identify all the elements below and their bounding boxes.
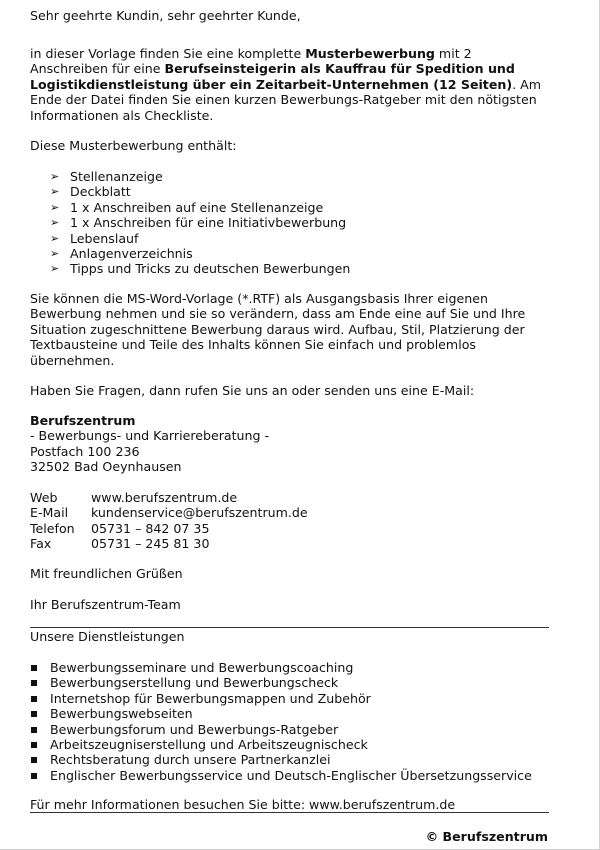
square-bullet-icon bbox=[31, 696, 37, 702]
company-tagline: - Bewerbungs- und Karriereberatung - bbox=[30, 428, 270, 444]
postbox: Postfach 100 236 bbox=[30, 443, 140, 459]
footer-divider bbox=[30, 812, 549, 813]
arrow-bullet-icon: ➢ bbox=[50, 200, 60, 214]
square-bullet-icon bbox=[31, 742, 37, 748]
contact-phone: Telefon 05731 – 842 07 35 bbox=[30, 520, 210, 536]
list-item: Bewerbungswebseiten bbox=[30, 706, 550, 721]
list-item: Arbeitszeugniserstellung und Arbeitszeugnischeck bbox=[30, 737, 550, 752]
signature: Ihr Berufszentrum-Team bbox=[30, 597, 181, 612]
email-link[interactable]: kundenservice@berufszentrum.de bbox=[91, 505, 308, 521]
questions-line: Haben Sie Fragen, dann rufen Sie uns an oder senden uns eine E-Mail: bbox=[30, 383, 475, 398]
arrow-bullet-icon: ➢ bbox=[50, 170, 60, 183]
arrow-bullet-icon: ➢ bbox=[50, 185, 60, 199]
contents-heading: Diese Musterbewerbung enthält: bbox=[30, 138, 237, 153]
list-item: ➢ Deckblatt bbox=[50, 184, 131, 200]
list-item: ➢ 1 x Anschreiben auf eine Stellenanzeige bbox=[50, 199, 324, 215]
arrow-bullet-icon: ➢ bbox=[50, 216, 60, 230]
services-list bbox=[30, 660, 550, 783]
arrow-bullet-icon: ➢ bbox=[50, 247, 60, 261]
list-item: ➢ Tipps und Tricks zu deutschen Bewerbungen bbox=[50, 261, 351, 277]
web-link[interactable]: www.berufszentrum.de bbox=[91, 490, 238, 505]
intro-paragraph: in dieser Vorlage finden Sie eine komplette Musterbewerbung mit 2 Anschreiben für eine Berufseinsteigerin als Kauffrau für Spedition und Logistikdienstleistung über ein Zeitarbeit-Unternehmen (12 Seiten). Am Ende der Datei finden Sie einen kurzen Bewerbungs-Ratgeber mit den nötigsten Informationen als Checkliste. bbox=[30, 46, 541, 123]
salutation: Sehr geehrte Kundin, sehr geehrter Kunde, bbox=[30, 8, 301, 23]
square-bullet-icon bbox=[31, 773, 37, 779]
list-item: Bewerbungsforum und Bewerbungs-Ratgeber bbox=[30, 722, 550, 737]
divider bbox=[30, 627, 549, 628]
square-bullet-icon bbox=[31, 680, 37, 686]
square-bullet-icon bbox=[31, 757, 37, 763]
contact-fax: Fax 05731 – 245 81 30 bbox=[30, 536, 210, 552]
list-item: Rechtsberatung durch unsere Partnerkanzlei bbox=[30, 752, 550, 767]
contact-email: E-Mail kundenservice@berufszentrum.de bbox=[30, 505, 308, 521]
address-block bbox=[30, 413, 550, 475]
services-heading: Unsere Dienstleistungen bbox=[30, 629, 185, 644]
list-item: Bewerbungserstellung und Bewerbungscheck bbox=[30, 675, 550, 690]
contact-web: Web www.berufszentrum.de bbox=[30, 490, 238, 505]
usage-paragraph: Sie können die MS-Word-Vorlage (*.RTF) als Ausgangsbasis Ihrer eigenen Bewerbung nehmen und sie so verändern, dass am Ende eine auf Sie und Ihre Situation zugeschnittene Bewerbung daraus wird. Aufbau, Stil, Platzierung der Textbausteine und Teile des Inhalts können Sie einfach und problemlos übernehmen. bbox=[30, 291, 526, 368]
list-item: ➢ 1 x Anschreiben für eine Initiativbewerbung bbox=[50, 215, 347, 231]
contact-block bbox=[30, 490, 550, 552]
contents-list bbox=[30, 169, 550, 277]
copyright: © Berufszentrum bbox=[425, 829, 548, 844]
list-item: ➢ Anlagenverzeichnis bbox=[50, 246, 193, 262]
square-bullet-icon bbox=[31, 711, 37, 717]
square-bullet-icon bbox=[31, 727, 37, 733]
closing: Mit freundlichen Grüßen bbox=[30, 566, 183, 581]
more-info-line: Für mehr Informationen besuchen Sie bitte: www.berufszentrum.de bbox=[30, 797, 456, 812]
list-item: Englischer Bewerbungsservice und Deutsch-Englischer Übersetzungsservice bbox=[30, 768, 550, 783]
list-item: ➢ Lebenslauf bbox=[50, 230, 139, 246]
list-item: Internetshop für Bewerbungsmappen und Zubehör bbox=[30, 691, 550, 706]
square-bullet-icon bbox=[31, 665, 37, 671]
company-name: Berufszentrum bbox=[30, 413, 136, 428]
list-item: Bewerbungsseminare und Bewerbungscoaching bbox=[30, 660, 550, 675]
city: 32502 Bad Oeynhausen bbox=[30, 459, 182, 475]
arrow-bullet-icon: ➢ bbox=[50, 262, 60, 276]
arrow-bullet-icon: ➢ bbox=[50, 231, 60, 245]
list-item: ➢ Stellenanzeige bbox=[50, 169, 163, 184]
